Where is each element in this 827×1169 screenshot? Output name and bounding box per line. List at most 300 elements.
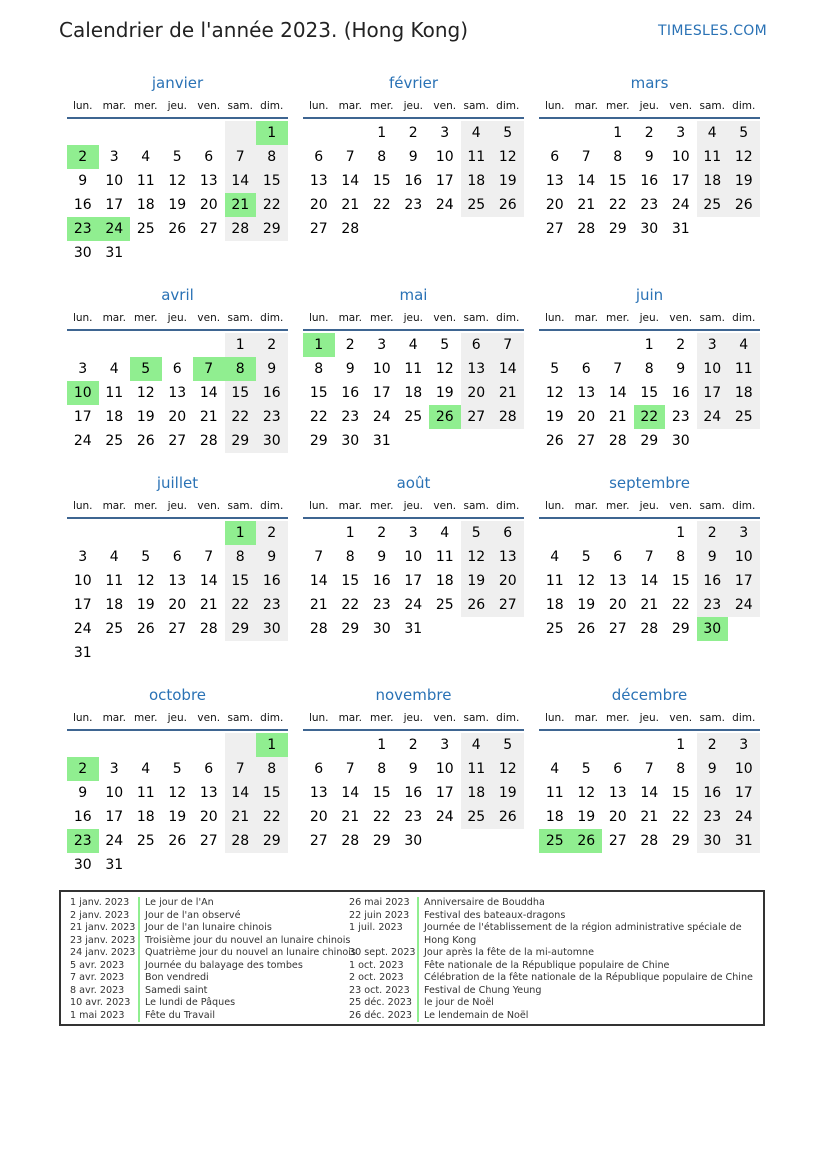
day-cell: 26 xyxy=(461,593,493,617)
day-cell: 24 xyxy=(435,197,454,213)
day-cell: 29 xyxy=(225,429,257,453)
day-cell: 2 xyxy=(644,125,654,141)
weekday-header xyxy=(303,707,524,731)
day-cell: 21 xyxy=(309,597,328,613)
month-days xyxy=(539,519,760,641)
day-cell: 15 xyxy=(671,785,690,801)
empty-cell xyxy=(303,733,335,757)
weekday-label: sam. xyxy=(227,312,253,324)
legend-holiday-name: le jour de Noël xyxy=(424,997,494,1008)
day-cell: 26 xyxy=(168,221,187,237)
day-cell: 28 xyxy=(640,833,659,849)
day-cell: 15 xyxy=(341,573,360,589)
day-cell: 14 xyxy=(492,357,524,381)
day-cell: 21 xyxy=(608,409,627,425)
empty-cell xyxy=(162,733,194,757)
holiday-day-cell: 2 xyxy=(67,757,99,781)
month-days xyxy=(67,119,288,265)
day-cell: 10 xyxy=(435,149,454,165)
day-cell: 28 xyxy=(341,221,360,237)
day-cell: 31 xyxy=(404,621,423,637)
day-cell: 3 xyxy=(728,733,760,757)
day-cell: 29 xyxy=(256,217,288,241)
legend-marker xyxy=(138,947,140,960)
weekday-label: jeu. xyxy=(167,500,187,512)
day-cell: 26 xyxy=(136,621,155,637)
empty-cell xyxy=(602,333,634,357)
day-cell: 4 xyxy=(697,121,729,145)
day-cell: 20 xyxy=(309,197,328,213)
day-cell: 16 xyxy=(341,385,360,401)
day-cell: 12 xyxy=(168,785,187,801)
empty-cell xyxy=(193,121,225,145)
day-cell: 27 xyxy=(608,621,627,637)
day-cell: 27 xyxy=(309,833,328,849)
day-cell: 25 xyxy=(461,805,493,829)
legend-holiday-name: Journée du balayage des tombes xyxy=(145,959,303,971)
day-cell: 27 xyxy=(309,221,328,237)
legend-row xyxy=(349,1010,753,1023)
day-cell: 26 xyxy=(728,193,760,217)
day-cell: 9 xyxy=(697,757,729,781)
legend-holiday-name: Anniversaire de Bouddha xyxy=(424,897,545,908)
day-cell: 19 xyxy=(577,597,596,613)
day-cell: 22 xyxy=(309,409,328,425)
weekday-header xyxy=(303,307,524,331)
day-cell: 9 xyxy=(676,361,686,377)
day-cell: 28 xyxy=(199,433,218,449)
legend-row xyxy=(70,960,356,973)
month-name: février xyxy=(388,74,439,92)
legend-holiday-name: Le jour de l'An xyxy=(145,897,214,908)
day-cell: 6 xyxy=(581,361,591,377)
day-cell: 17 xyxy=(372,385,391,401)
weekday-header xyxy=(67,707,288,731)
weekday-label: jeu. xyxy=(639,100,659,112)
day-cell: 11 xyxy=(105,385,124,401)
day-cell: 23 xyxy=(404,809,423,825)
day-cell: 24 xyxy=(671,197,690,213)
day-cell: 12 xyxy=(461,545,493,569)
weekday-label: lun. xyxy=(72,312,93,324)
day-cell: 11 xyxy=(461,757,493,781)
weekday-label: mar. xyxy=(102,712,126,724)
day-cell: 6 xyxy=(204,761,214,777)
weekday-label: mar. xyxy=(574,100,598,112)
day-cell: 3 xyxy=(676,125,686,141)
day-cell: 27 xyxy=(545,221,564,237)
day-cell: 10 xyxy=(372,361,391,377)
empty-cell xyxy=(571,521,603,545)
day-cell: 13 xyxy=(577,385,596,401)
day-cell: 20 xyxy=(608,809,627,825)
empty-cell xyxy=(162,121,194,145)
month-6 xyxy=(67,471,288,665)
day-cell: 30 xyxy=(256,429,288,453)
day-cell: 6 xyxy=(613,549,623,565)
day-cell: 29 xyxy=(256,829,288,853)
day-cell: 14 xyxy=(341,785,360,801)
weekday-label: mar. xyxy=(102,100,126,112)
day-cell: 31 xyxy=(73,645,92,661)
month-days xyxy=(67,519,288,665)
day-cell: 13 xyxy=(199,173,218,189)
day-cell: 10 xyxy=(697,357,729,381)
weekday-label: mer. xyxy=(134,100,158,112)
day-cell: 2 xyxy=(345,337,355,353)
day-cell: 1 xyxy=(377,125,387,141)
holiday-day-cell: 23 xyxy=(67,829,99,853)
day-cell: 7 xyxy=(345,761,355,777)
day-cell: 3 xyxy=(728,521,760,545)
legend-holiday-name: Festival de Chung Yeung xyxy=(424,984,542,996)
day-cell: 18 xyxy=(461,169,493,193)
weekday-label: dim. xyxy=(732,312,756,324)
weekday-label: dim. xyxy=(732,712,756,724)
holiday-day-cell: 25 xyxy=(539,829,571,853)
empty-cell xyxy=(571,733,603,757)
month-name: mai xyxy=(399,286,428,304)
holiday-legend xyxy=(59,890,765,1026)
day-cell: 23 xyxy=(640,197,659,213)
day-cell: 18 xyxy=(545,597,564,613)
day-cell: 3 xyxy=(697,333,729,357)
day-cell: 10 xyxy=(728,545,760,569)
day-cell: 14 xyxy=(309,573,328,589)
empty-cell xyxy=(335,733,367,757)
day-cell: 23 xyxy=(671,409,690,425)
legend-row xyxy=(349,960,753,973)
holiday-day-cell: 1 xyxy=(303,333,335,357)
day-cell: 7 xyxy=(225,757,257,781)
day-cell: 16 xyxy=(73,197,92,213)
weekday-label: sam. xyxy=(227,100,253,112)
weekday-label: mer. xyxy=(606,500,630,512)
day-cell: 18 xyxy=(136,197,155,213)
day-cell: 12 xyxy=(728,145,760,169)
day-cell: 29 xyxy=(640,433,659,449)
empty-cell xyxy=(539,521,571,545)
empty-cell xyxy=(303,521,335,545)
day-cell: 22 xyxy=(372,197,391,213)
day-cell: 12 xyxy=(492,757,524,781)
weekday-label: ven. xyxy=(433,100,457,112)
day-cell: 29 xyxy=(671,621,690,637)
empty-cell xyxy=(571,333,603,357)
weekday-header xyxy=(303,95,524,119)
weekday-label: sam. xyxy=(699,712,725,724)
month-1 xyxy=(303,71,524,241)
day-cell: 6 xyxy=(492,521,524,545)
day-cell: 31 xyxy=(105,857,124,873)
day-cell: 6 xyxy=(314,761,324,777)
day-cell: 13 xyxy=(309,173,328,189)
weekday-label: mer. xyxy=(370,712,394,724)
holiday-day-cell: 2 xyxy=(67,145,99,169)
day-cell: 12 xyxy=(492,145,524,169)
day-cell: 31 xyxy=(105,245,124,261)
day-cell: 19 xyxy=(136,409,155,425)
day-cell: 17 xyxy=(728,569,760,593)
weekday-label: lun. xyxy=(72,500,93,512)
legend-row xyxy=(349,922,753,935)
weekday-label: jeu. xyxy=(639,312,659,324)
month-days xyxy=(539,331,760,453)
legend-marker xyxy=(138,897,140,910)
day-cell: 7 xyxy=(581,149,591,165)
weekday-label: lun. xyxy=(308,712,329,724)
weekday-label: ven. xyxy=(197,712,221,724)
legend-holiday-name: Le lundi de Pâques xyxy=(145,997,236,1008)
holiday-day-cell: 7 xyxy=(193,357,225,381)
month-name: novembre xyxy=(375,686,452,704)
day-cell: 26 xyxy=(492,193,524,217)
legend-row xyxy=(349,910,753,923)
day-cell: 20 xyxy=(577,409,596,425)
legend-marker xyxy=(138,910,140,923)
weekday-label: sam. xyxy=(463,312,489,324)
day-cell: 13 xyxy=(309,785,328,801)
day-cell: 21 xyxy=(640,597,659,613)
day-cell: 26 xyxy=(136,433,155,449)
empty-cell xyxy=(99,333,131,357)
day-cell: 20 xyxy=(168,597,187,613)
legend-holiday-name: Hong Kong xyxy=(424,934,477,946)
holiday-day-cell: 24 xyxy=(99,217,131,241)
day-cell: 12 xyxy=(577,573,596,589)
holiday-day-cell: 30 xyxy=(697,617,729,641)
holiday-day-cell: 26 xyxy=(429,405,461,429)
day-cell: 13 xyxy=(168,573,187,589)
day-cell: 20 xyxy=(545,197,564,213)
day-cell: 17 xyxy=(105,809,124,825)
empty-cell xyxy=(193,733,225,757)
weekday-header xyxy=(539,95,760,119)
day-cell: 25 xyxy=(435,597,454,613)
empty-cell xyxy=(571,121,603,145)
day-cell: 27 xyxy=(199,833,218,849)
day-cell: 5 xyxy=(172,149,182,165)
day-cell: 24 xyxy=(728,593,760,617)
month-days xyxy=(303,331,524,453)
months-grid xyxy=(67,71,761,881)
month-11 xyxy=(539,683,760,853)
empty-cell xyxy=(634,733,666,757)
day-cell: 4 xyxy=(109,549,119,565)
weekday-header xyxy=(67,495,288,519)
weekday-header xyxy=(539,307,760,331)
weekday-header xyxy=(539,707,760,731)
day-cell: 21 xyxy=(199,597,218,613)
day-cell: 8 xyxy=(225,545,257,569)
day-cell: 17 xyxy=(73,597,92,613)
day-cell: 24 xyxy=(372,409,391,425)
day-cell: 14 xyxy=(608,385,627,401)
holiday-day-cell: 1 xyxy=(225,521,257,545)
day-cell: 3 xyxy=(440,125,450,141)
weekday-label: mer. xyxy=(134,312,158,324)
day-cell: 17 xyxy=(404,573,423,589)
weekday-header xyxy=(539,495,760,519)
day-cell: 4 xyxy=(141,761,151,777)
day-cell: 19 xyxy=(461,569,493,593)
month-8 xyxy=(539,471,760,641)
legend-holiday-name: Festival des bateaux-dragons xyxy=(424,909,566,921)
day-cell: 30 xyxy=(73,245,92,261)
day-cell: 13 xyxy=(608,785,627,801)
day-cell: 27 xyxy=(461,405,493,429)
weekday-label: dim. xyxy=(732,500,756,512)
day-cell: 20 xyxy=(492,569,524,593)
day-cell: 5 xyxy=(581,761,591,777)
weekday-label: jeu. xyxy=(639,500,659,512)
weekday-label: jeu. xyxy=(639,712,659,724)
legend-date: 24 janv. 2023 xyxy=(70,947,136,958)
day-cell: 24 xyxy=(73,621,92,637)
legend-marker xyxy=(417,997,419,1010)
month-days xyxy=(67,331,288,453)
legend-marker xyxy=(417,972,419,985)
month-name: août xyxy=(396,474,431,492)
day-cell: 2 xyxy=(377,525,387,541)
day-cell: 23 xyxy=(341,409,360,425)
legend-marker xyxy=(138,960,140,973)
day-cell: 8 xyxy=(345,549,355,565)
legend-row xyxy=(349,997,753,1010)
weekday-label: jeu. xyxy=(403,312,423,324)
day-cell: 1 xyxy=(676,525,686,541)
day-cell: 5 xyxy=(550,361,560,377)
day-cell: 8 xyxy=(644,361,654,377)
day-cell: 30 xyxy=(640,221,659,237)
weekday-label: jeu. xyxy=(167,712,187,724)
day-cell: 6 xyxy=(172,549,182,565)
day-cell: 11 xyxy=(545,573,564,589)
day-cell: 5 xyxy=(461,521,493,545)
legend-holiday-name: Fête du Travail xyxy=(145,1009,215,1021)
day-cell: 19 xyxy=(168,809,187,825)
day-cell: 14 xyxy=(225,781,257,805)
day-cell: 8 xyxy=(676,549,686,565)
legend-date: 23 oct. 2023 xyxy=(349,984,410,996)
weekday-label: sam. xyxy=(699,100,725,112)
weekday-label: dim. xyxy=(260,500,284,512)
day-cell: 20 xyxy=(168,409,187,425)
legend-marker xyxy=(138,997,140,1010)
legend-row xyxy=(349,985,753,998)
day-cell: 20 xyxy=(309,809,328,825)
legend-date: 5 avr. 2023 xyxy=(70,959,125,971)
day-cell: 1 xyxy=(613,125,623,141)
day-cell: 10 xyxy=(73,573,92,589)
month-3 xyxy=(67,283,288,453)
weekday-label: jeu. xyxy=(403,100,423,112)
day-cell: 24 xyxy=(404,597,423,613)
day-cell: 29 xyxy=(671,833,690,849)
legend-date xyxy=(349,935,415,948)
legend-holiday-name: Célébration de la fête nationale de la République populaire de Chine xyxy=(424,972,753,983)
day-cell: 11 xyxy=(136,785,155,801)
holiday-day-cell: 10 xyxy=(67,381,99,405)
weekday-label: sam. xyxy=(227,500,253,512)
day-cell: 16 xyxy=(256,381,288,405)
weekday-label: sam. xyxy=(463,712,489,724)
day-cell: 27 xyxy=(492,593,524,617)
day-cell: 4 xyxy=(728,333,760,357)
weekday-header xyxy=(67,307,288,331)
legend-row xyxy=(70,947,356,960)
legend-holiday-name: Quatrième jour du nouvel an lunaire chinois xyxy=(145,947,356,958)
day-cell: 19 xyxy=(435,385,454,401)
day-cell: 28 xyxy=(309,621,328,637)
day-cell: 21 xyxy=(492,381,524,405)
day-cell: 9 xyxy=(408,149,418,165)
day-cell: 4 xyxy=(109,361,119,377)
day-cell: 19 xyxy=(728,169,760,193)
day-cell: 15 xyxy=(309,385,328,401)
day-cell: 18 xyxy=(136,809,155,825)
day-cell: 21 xyxy=(640,809,659,825)
legend-column-left xyxy=(70,897,356,1022)
empty-cell xyxy=(303,121,335,145)
day-cell: 16 xyxy=(697,781,729,805)
day-cell: 22 xyxy=(372,809,391,825)
day-cell: 25 xyxy=(404,409,423,425)
weekday-label: sam. xyxy=(699,500,725,512)
weekday-label: mer. xyxy=(370,312,394,324)
day-cell: 12 xyxy=(136,573,155,589)
day-cell: 10 xyxy=(728,757,760,781)
day-cell: 1 xyxy=(644,337,654,353)
legend-marker xyxy=(138,935,140,948)
empty-cell xyxy=(634,521,666,545)
day-cell: 19 xyxy=(545,409,564,425)
day-cell: 12 xyxy=(545,385,564,401)
legend-marker xyxy=(417,985,419,998)
weekday-label: mer. xyxy=(606,312,630,324)
day-cell: 7 xyxy=(644,761,654,777)
weekday-label: dim. xyxy=(732,100,756,112)
day-cell: 14 xyxy=(199,385,218,401)
day-cell: 7 xyxy=(644,549,654,565)
legend-holiday-name: Jour de l'an lunaire chinois xyxy=(145,922,272,933)
day-cell: 3 xyxy=(78,361,88,377)
weekday-label: lun. xyxy=(544,100,565,112)
day-cell: 8 xyxy=(256,757,288,781)
legend-row xyxy=(349,947,753,960)
weekday-label: lun. xyxy=(544,500,565,512)
weekday-label: sam. xyxy=(699,312,725,324)
empty-cell xyxy=(539,333,571,357)
day-cell: 9 xyxy=(256,357,288,381)
day-cell: 18 xyxy=(435,573,454,589)
day-cell: 4 xyxy=(440,525,450,541)
month-name: janvier xyxy=(151,74,204,92)
day-cell: 16 xyxy=(404,785,423,801)
month-name: décembre xyxy=(611,686,688,704)
brand-link[interactable]: TIMESLES.COM xyxy=(658,23,767,39)
day-cell: 22 xyxy=(225,405,257,429)
day-cell: 19 xyxy=(136,597,155,613)
day-cell: 31 xyxy=(671,221,690,237)
day-cell: 20 xyxy=(199,197,218,213)
day-cell: 13 xyxy=(461,357,493,381)
weekday-label: mar. xyxy=(338,500,362,512)
legend-holiday-name: Samedi saint xyxy=(145,984,208,996)
month-days xyxy=(67,731,288,877)
day-cell: 22 xyxy=(341,597,360,613)
day-cell: 9 xyxy=(345,361,355,377)
